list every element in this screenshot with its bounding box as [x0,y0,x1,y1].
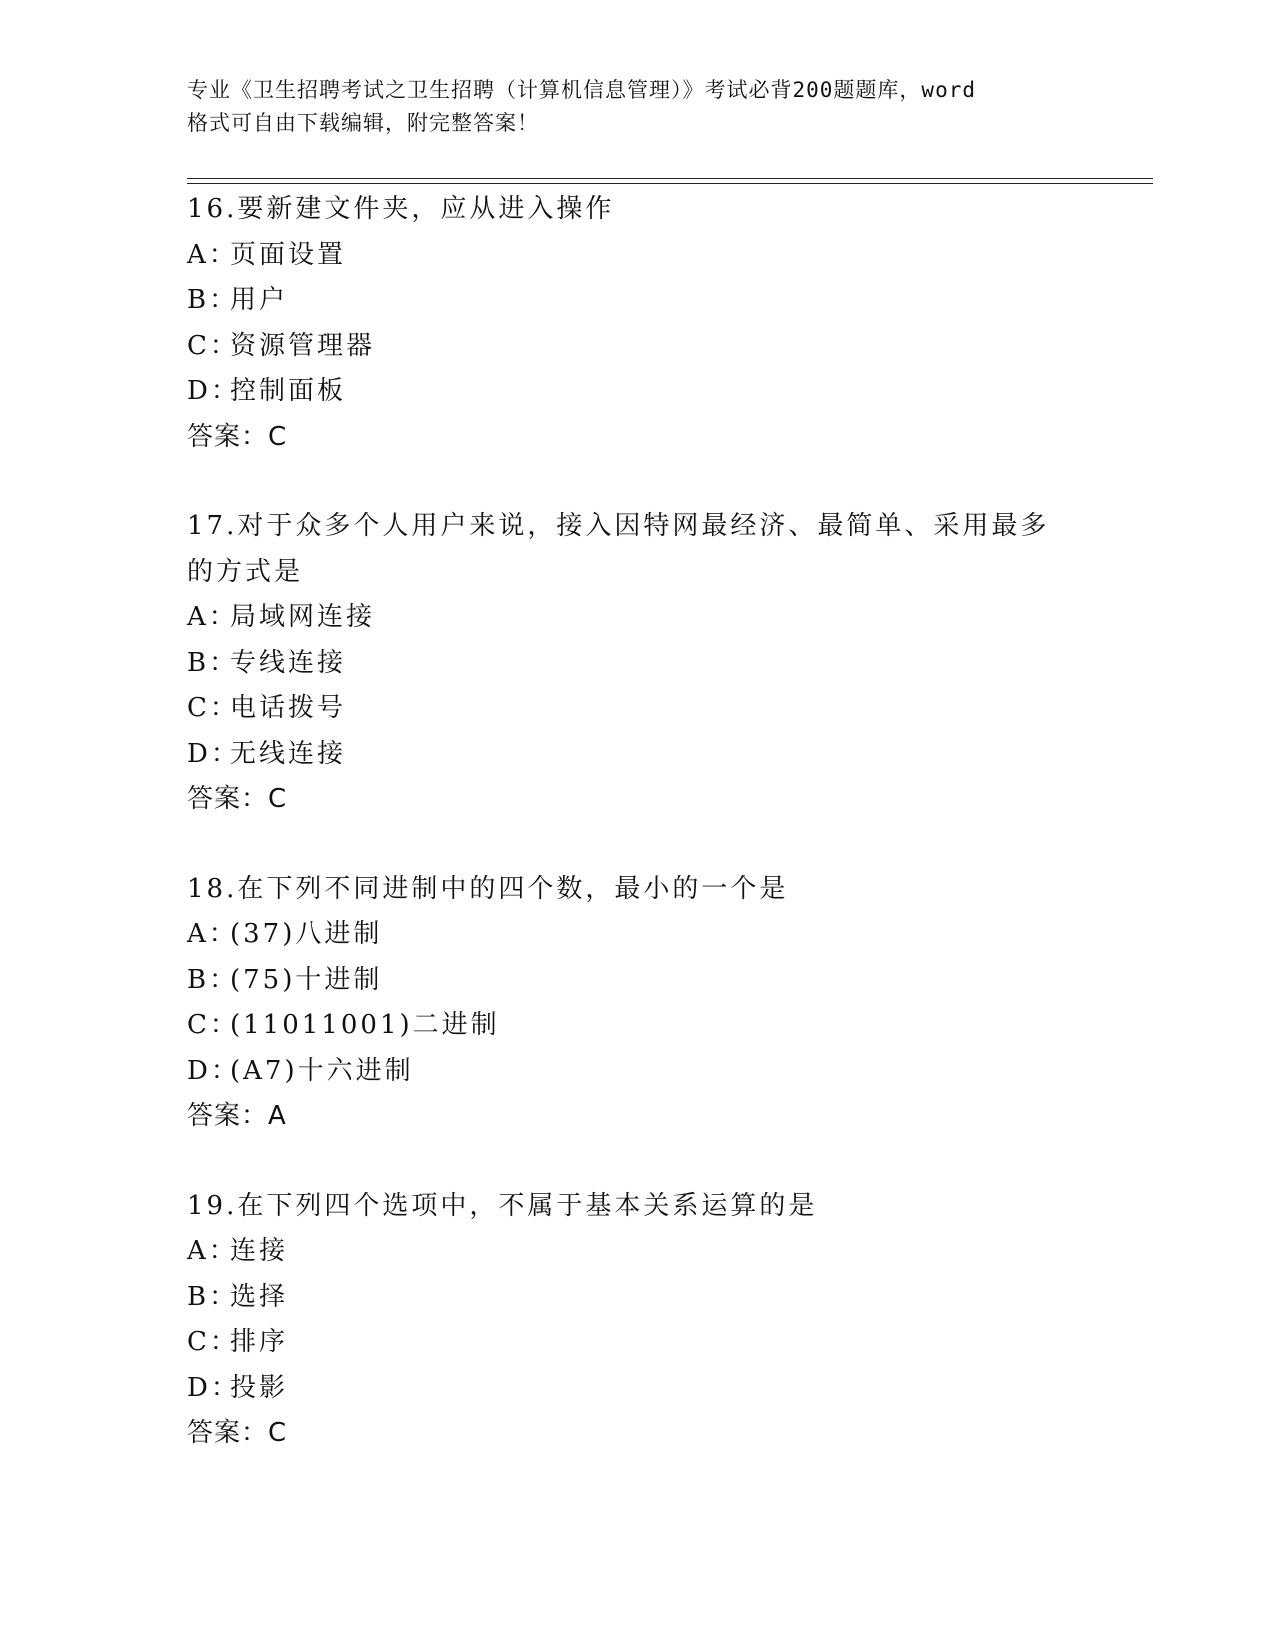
question-17 [187,504,1137,823]
option-text: 控制面板 [230,376,347,406]
option-text: (75)十进制 [230,964,383,995]
question-19 [187,1184,1137,1457]
option-b [187,958,1137,1004]
option-c [187,1003,1137,1049]
option-key: A： [187,602,238,632]
option-a [187,595,1137,641]
option-key: B： [187,1281,239,1312]
question-stem: 18.在下列不同进制中的四个数，最小的一个是 [187,873,789,904]
option-text: 用户 [230,285,289,315]
option-text: 页面设置 [230,239,347,270]
option-key: C： [187,693,239,723]
option-b [187,641,1137,687]
option-key: B： [187,285,239,315]
option-d [187,732,1137,778]
option-c [187,324,1137,370]
option-text: (37)八进制 [230,919,383,949]
option-c [187,1320,1137,1366]
option-key: A： [187,239,238,270]
question-16 [187,187,1137,460]
option-d [187,1049,1137,1095]
option-a [187,233,1137,279]
option-text: 局域网连接 [230,602,376,632]
answer: 答案：C [187,421,288,452]
option-key: D： [187,1055,240,1086]
question-list [187,187,1137,1501]
option-key: C： [187,1327,239,1357]
option-text: 专线连接 [230,647,347,678]
option-text: 连接 [230,1236,289,1266]
option-key: D： [187,1372,240,1403]
answer: 答案：C [187,784,288,814]
question-stem: 17.对于众多个人用户来说，接入因特网最经济、最简单、采用最多的方式是 [187,511,1050,587]
header-divider-top [187,178,1153,179]
option-text: 排序 [230,1327,289,1357]
option-a [187,1229,1137,1275]
document-header [187,74,1097,140]
option-key: B： [187,647,239,678]
option-d [187,369,1137,415]
option-text: 资源管理器 [230,330,376,361]
header-line-2: 格式可自由下载编辑，附完整答案！ [187,111,539,135]
option-key: D： [187,376,240,406]
question-18 [187,867,1137,1140]
option-text: (A7)十六进制 [230,1055,414,1086]
answer: 答案：C [187,1418,288,1448]
option-key: A： [187,1236,238,1266]
question-stem: 19.在下列四个选项中，不属于基本关系运算的是 [187,1190,818,1221]
option-text: 选择 [230,1281,289,1312]
option-key: D： [187,738,240,769]
answer: 答案：A [187,1101,287,1131]
option-key: C： [187,1010,239,1040]
option-key: A： [187,919,238,949]
header-divider-bottom [187,183,1153,184]
option-d [187,1366,1137,1412]
option-key: C： [187,330,239,361]
option-text: 电话拨号 [230,693,347,723]
option-text: 无线连接 [230,738,347,769]
option-text: (11011001)二进制 [230,1010,500,1040]
option-key: B： [187,964,239,995]
option-text: 投影 [230,1372,289,1403]
question-stem: 16.要新建文件夹，应从进入操作 [187,194,615,224]
option-c [187,686,1137,732]
header-line-1: 专业《卫生招聘考试之卫生招聘（计算机信息管理）》考试必背200题题库，word [187,78,976,102]
option-b [187,1275,1137,1321]
option-b [187,278,1137,324]
option-a [187,912,1137,958]
